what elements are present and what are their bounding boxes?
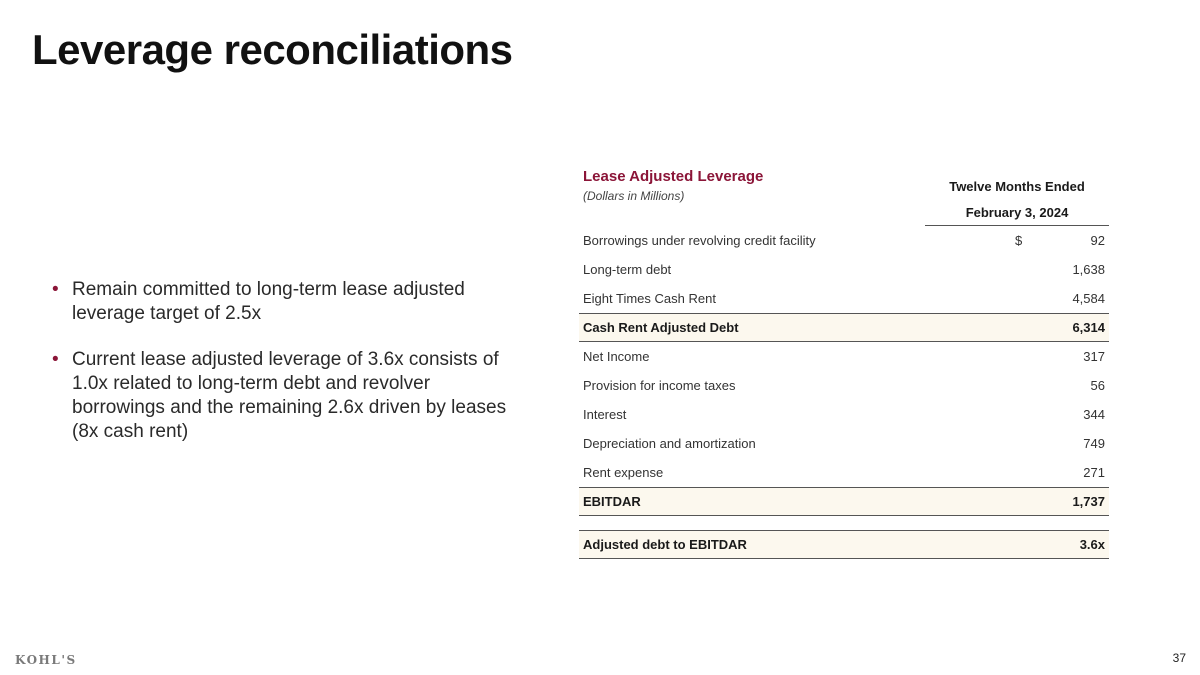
page-number: 37 (1172, 651, 1186, 665)
table-row (579, 284, 1109, 313)
row-label: Rent expense (583, 465, 664, 480)
table-row (579, 429, 1109, 458)
bullet-item (52, 278, 522, 326)
table-title: Lease Adjusted Leverage (583, 168, 764, 185)
bullet-text: Current lease adjusted leverage of 3.6x consists of 1.0x related to long-term debt and revolver borrowings and the remaining 2.6x driven by leases (8x cash rent) (72, 349, 507, 442)
column-header (925, 174, 1109, 226)
table-row (579, 400, 1109, 429)
row-label: Long-term debt (583, 262, 672, 277)
table-subtitle: (Dollars in Millions) (583, 189, 685, 203)
bullet-item (52, 348, 522, 444)
kohls-logo: KOHL'S (15, 653, 77, 667)
bullet-text: Remain committed to long-term lease adjusted leverage target of 2.5x (72, 279, 465, 324)
row-value: 92 (1090, 233, 1105, 248)
bullet-dot-icon: • (52, 349, 59, 370)
bullet-list (52, 278, 522, 466)
table-row (579, 371, 1109, 400)
row-label: Net Income (583, 349, 650, 364)
slide-title: Leverage reconciliations (32, 26, 513, 73)
row-label: Provision for income taxes (583, 378, 736, 393)
currency-symbol: $ (1015, 233, 1023, 248)
leverage-table (579, 164, 1109, 559)
row-value: 4,584 (1072, 291, 1105, 306)
table-row (579, 226, 1109, 255)
row-value: 6,314 (1072, 320, 1105, 335)
row-value: 3.6x (1079, 537, 1105, 552)
table-row (579, 342, 1109, 371)
table-row (579, 458, 1109, 487)
table-row-total (579, 487, 1109, 516)
row-label: Adjusted debt to EBITDAR (583, 537, 747, 552)
row-value: 56 (1090, 378, 1105, 393)
row-value: 749 (1083, 436, 1105, 451)
bullet-dot-icon: • (52, 279, 59, 300)
row-value: 344 (1083, 407, 1105, 422)
row-value: 1,737 (1072, 494, 1105, 509)
row-value: 317 (1083, 349, 1105, 364)
row-label: Cash Rent Adjusted Debt (583, 320, 739, 335)
column-header-line2: February 3, 2024 (965, 205, 1069, 220)
row-label: EBITDAR (583, 494, 641, 509)
table-spacer (579, 516, 1109, 530)
table-row-total (579, 313, 1109, 342)
row-label: Eight Times Cash Rent (583, 291, 716, 306)
column-header-line1: Twelve Months Ended (949, 179, 1085, 194)
row-value: 1,638 (1072, 262, 1105, 277)
table-header (579, 164, 1109, 226)
row-label: Borrowings under revolving credit facility (583, 233, 816, 248)
table-row-total (579, 530, 1109, 559)
row-value: 271 (1083, 465, 1105, 480)
table-row (579, 255, 1109, 284)
row-label: Depreciation and amortization (583, 436, 756, 451)
row-label: Interest (583, 407, 627, 422)
